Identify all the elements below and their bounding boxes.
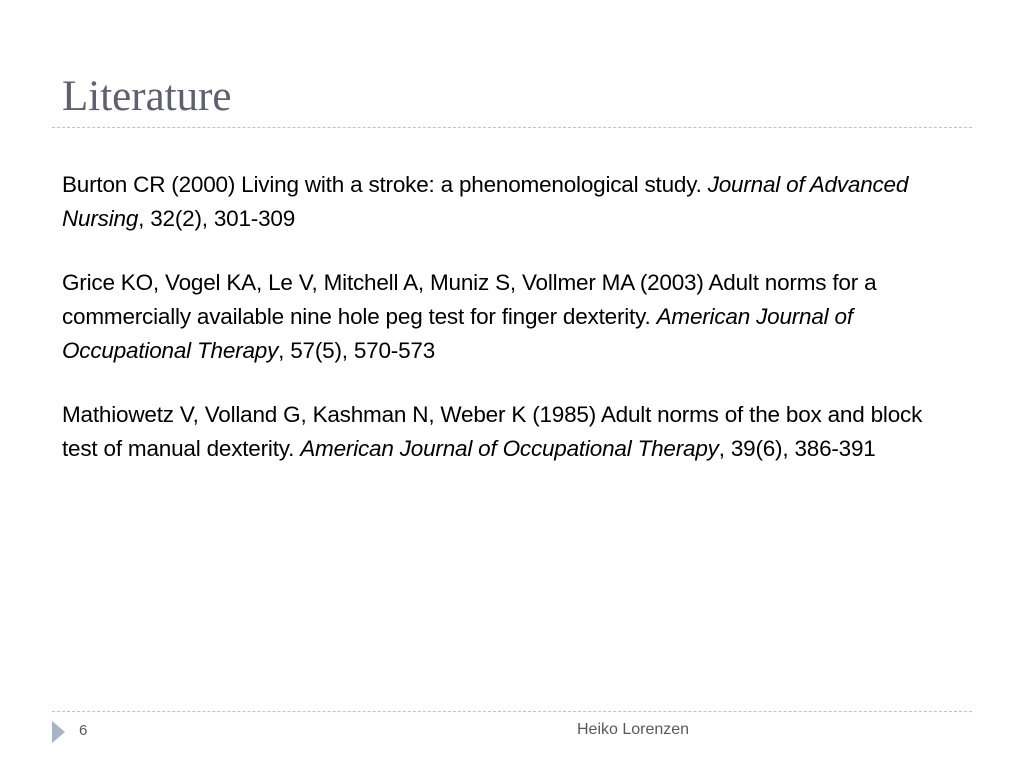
footer-divider (52, 711, 972, 712)
title-divider (52, 127, 972, 128)
reference-journal: American Journal of Occupational Therapy (300, 436, 719, 461)
page-number: 6 (79, 722, 88, 739)
reference-text: Grice KO, Vogel KA, Le V, Mitchell A, Muniz S, Vollmer MA (2003) Adult norms for a commercially available nine hole peg test for finger dexterity. (62, 270, 877, 329)
slide-title: Literature (62, 73, 232, 120)
reference-details: , 57(5), 570-573 (278, 338, 436, 363)
reference-details: , 39(6), 386-391 (718, 436, 876, 461)
triangle-bullet-icon (52, 721, 65, 743)
reference-text: Mathiowetz V, Volland G, Kashman N, Weber K (1985) Adult norms of the box and block test of manual dexterity. (62, 402, 923, 461)
reference-item (62, 266, 962, 368)
reference-text: Burton CR (2000) Living with a stroke: a phenomenological study. (62, 172, 708, 197)
reference-item (62, 398, 962, 466)
footer-author: Heiko Lorenzen (577, 721, 690, 738)
reference-item (62, 168, 962, 236)
reference-details: , 32(2), 301-309 (138, 206, 296, 231)
reference-list (62, 168, 962, 496)
reference-journal: Journal of Advanced Nursing (62, 172, 909, 231)
reference-journal: American Journal of Occupational Therapy (62, 304, 853, 363)
